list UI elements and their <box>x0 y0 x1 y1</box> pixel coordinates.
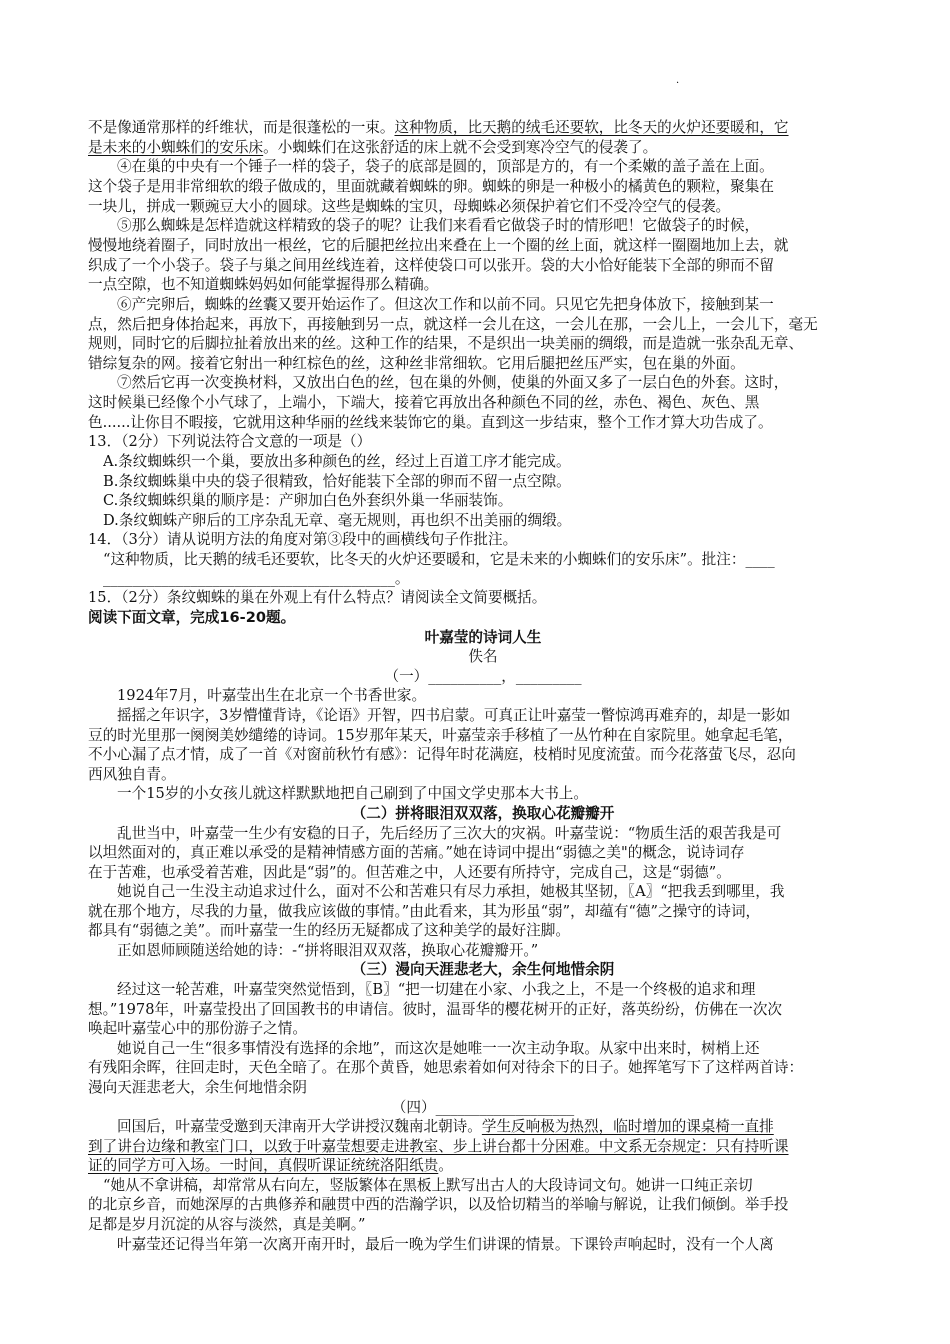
question-14-prompt: “这种物质，比天鹅的绒毛还要软，比冬天的火炉还要暖和，它是未来的小蜘蛛们的安乐床”。批注：____ <box>103 551 775 568</box>
text-line: 这个袋子是用非常细软的缎子做成的，里面就藏着蜘蛛的卵。蜘蛛的卵是一种极小的橘黄色的颗粒，聚集在 <box>88 178 774 195</box>
text-line: 一点空隙，也不知道蜘蛛妈妈如何能掌握得那么精确。 <box>88 276 439 293</box>
paragraph-6: ⑥产完卵后，蜘蛛的丝囊又要开始运作了。但这次工作和以前不同。只见它先把身体放下，接触到某一 <box>117 296 774 313</box>
text-line: 点，然后把身体抬起来，再放下，再接触到另一点，就这样一会儿在这，一会儿在那，一会儿上，一会儿下，毫无 <box>88 316 818 333</box>
question-15: 15．（2分）条纹蜘蛛的巢在外观上有什么特点？请阅读全文简要概括。 <box>88 589 547 606</box>
text-line: 有残阳余晖，往回走时，天色全暗了。在那个黄昏，她思索着如何对待余下的日子。她挥笔写下了这样两首诗： <box>88 1059 804 1076</box>
text-line: 的北京乡音，而她深厚的古典修养和融贯中西的浩瀚学识，以及恰切精当的举喻与解说，让我们倾倒。举手投 <box>88 1196 789 1213</box>
option-b: B.条纹蜘蛛巢中央的袋子很精致，恰好能装下全部的卵而不留一点空隙。 <box>103 473 571 490</box>
text-line: 1924年7月，叶嘉莹出生在北京一个书香世家。 <box>117 687 427 704</box>
text-line: 摇摇之年识字，3岁懵懂背诗，《论语》开智，四书启蒙。可真正让叶嘉莹一瞥惊鸿再难弃的，却是一影如 <box>117 707 791 724</box>
paragraph-5: ⑤那么蜘蛛是怎样造就这样精致的袋子的呢？让我们来看看它做袋子时的情形吧！它做袋子的时候， <box>117 217 760 234</box>
underlined-sentence: 证的同学方可入场。一时间，真假听课证统统洛阳纸贵 <box>88 1157 439 1174</box>
underlined-sentence: 到了讲台边缘和教室门口，以致于叶嘉莹想要走进教室、步上讲台都十分困难。中文系无奈规定：只有持听课 <box>88 1138 789 1155</box>
option-c: C.条纹蜘蛛织巢的顺序是：产卵加白色外套织外巢一华丽装饰。 <box>103 492 513 509</box>
text-line: 不小心漏了点才情，成了一首《对窗前秋竹有感》：记得年时花满庭，枝梢时见度流萤。而今花落萤飞尽，忍向 <box>88 746 796 763</box>
answer-blank: ________________________________________。 <box>103 570 410 587</box>
text-line: 织成了一个小袋子。袋子与巢之间用丝线连着，这样使袋口可以张开。袋的大小恰好能装下全部的卵而不留 <box>88 257 774 274</box>
text-line: 足都是岁月沉淀的从容与淡然，真是美啊。” <box>88 1216 366 1233</box>
text-line: 就在那个地方，尽我的力量，做我应该做的事情。”由此看来，其为形虽“弱”，却蕴有“德”之操守的诗词， <box>88 903 761 920</box>
text-line: 一块儿，拼成一颗豌豆大小的圆球。这些是蜘蛛的宝贝，母蜘蛛必须保护着它们不受冷空气的侵袭。 <box>88 198 731 215</box>
section-1-heading: （一）__________，_________ <box>384 668 582 685</box>
text-line: 回国后，叶嘉莹受邀到天津南开大学讲授汉魏南北朝诗。学生反响极为热烈，临时增加的课桌椅一直排 <box>117 1118 774 1135</box>
article-author: 佚名 <box>468 648 498 665</box>
text-line: 慢慢地绕着圈子，同时放出一根丝，它的后腿把丝拉出来叠在上一个圈的丝上面，就这样一圈圈地加上去，就 <box>88 237 789 254</box>
question-13: 13．（2分）下列说法符合文意的一项是（） <box>88 433 372 450</box>
text-line: 西风独自青。 <box>88 766 176 783</box>
underlined-sentence: 学生反响极为热烈，临时增加的课桌椅一直排 <box>481 1118 774 1135</box>
text-line: 她说自己一生没主动追求过什么，面对不公和苦难只有尽力承担，她极其坚韧，〖A〗“把我丢到哪里，我 <box>117 883 785 900</box>
option-a: A.条纹蜘蛛织一个巢，要放出多种颜色的丝，经过上百道工序才能完成。 <box>103 453 571 470</box>
text-line: 以坦然面对的，真正难以承受的是精神情感方面的苦痛。”她在诗词中提出“弱德之美"的概念，说诗词存 <box>88 844 745 861</box>
text-line: 错综复杂的网。接着它射出一种红棕色的丝，这种丝非常细软。它用后腿把丝压严实，包在巢的外面。 <box>88 355 745 372</box>
section-4-heading: （四）___________________ <box>391 1099 575 1116</box>
text-line: 在于苦难，也承受着苦难，因此是“弱”的。但苦难之中，人还要有所持守，完成自己，这是“弱德”。 <box>88 864 731 881</box>
text-line: 这时候巢已经像个小气球了，上端小，下端大，接着它再放出各种颜色不同的丝，赤色、褐色、灰色、黑 <box>88 394 760 411</box>
quote-line: “她从不拿讲稿，却常常从右向左，竖版繁体在黑板上默写出古人的大段诗词文句。她讲一口纯正亲切 <box>103 1177 753 1194</box>
underlined-sentence: 是未来的小蜘蛛们的安乐床 <box>88 139 264 156</box>
question-14: 14．（3分）请从说明方法的角度对第③段中的画横线句子作批注。 <box>88 531 518 548</box>
text-line: 想。”1978年，叶嘉莹投出了回国教书的申请信。彼时，温哥华的樱花树开的正好，落英纷纷，仿佛在一次次 <box>88 1001 783 1018</box>
section-3-heading: （三）漫向天涯悲老大，余生何地惜余阴 <box>351 961 615 978</box>
text-line: 是未来的小蜘蛛们的安乐床。小蜘蛛们在这张舒适的床上就不会受到寒冷空气的侵袭了。 <box>88 139 658 156</box>
underlined-sentence: 这种物质，比天鹅的绒毛还要软，比冬天的火炉还要暖和，它 <box>394 119 789 136</box>
paragraph-7: ⑦然后它再一次变换材料，又放出白色的丝，包在巢的外侧，使巢的外面又多了一层白色的外套。这时， <box>117 374 789 391</box>
text-line: 叶嘉莹还记得当年第一次离开南开时，最后一晚为学生们讲课的情景。下课铃声响起时，没有一个人离 <box>117 1236 774 1253</box>
text-line: 经过这一轮苦难，叶嘉莹突然觉悟到，〖B〗“把一切建在小家、小我之上，不是一个终极的追求和理 <box>117 981 756 998</box>
text-line: 证的同学方可入场。一时间，真假听课证统统洛阳纸贵。 <box>88 1157 453 1174</box>
text-line: 她说自己一生“很多事情没有选择的余地”，而这次是她唯一一次主动争取。从家中出来时，树梢上还 <box>117 1040 760 1057</box>
paragraph-4: ④在巢的中央有一个锤子一样的袋子，袋子的底部是圆的，顶部是方的，有一个柔嫩的盖子盖在上面。 <box>117 158 774 175</box>
text-line: 一个15岁的小女孩儿就这样默默地把自己刷到了中国文学史那本大书上。 <box>117 785 588 802</box>
text-line: 唤起叶嘉莹心中的那份游子之情。 <box>88 1020 307 1037</box>
text-line <box>88 1137 878 1157</box>
option-d: D.条纹蜘蛛产卵后的工序杂乱无章、毫无规则，再也织不出美丽的绸缎。 <box>103 512 572 529</box>
top-mark: · <box>676 78 680 89</box>
text-line: 漫向天涯悲老大，余生何地惜余阴 <box>88 1079 307 1096</box>
text-line: 正如恩师顾随送给她的诗：-“拼将眼泪双双落，换取心花瓣瓣开。” <box>117 942 539 959</box>
text-line: 豆的时光里那一阕阕美妙缱绻的诗词。15岁那年某天，叶嘉莹亲手移植了一丛竹种在自家院里。她拿起毛笔， <box>88 727 793 744</box>
reading-instruction: 阅读下面文章，完成16-20题。 <box>88 609 296 626</box>
text-line: 不是像通常那样的纤维状，而是很蓬松的一束。这种物质，比天鹅的绒毛还要软，比冬天的火炉还要暖和，它 <box>88 119 789 136</box>
article-title: 叶嘉莹的诗词人生 <box>424 629 542 646</box>
text-line: 规则，同时它的后脚拉扯着放出来的丝。这种工作的结果，不是织出一块美丽的绸缎，而是造就一张杂乱无章、 <box>88 335 804 352</box>
text-line: 色......让你目不暇接，它就用这种华丽的丝线来装饰它的巢。直到这一步结束，整个工作才算大功告成了。 <box>88 414 773 431</box>
text-line: 都具有“弱德之美”。而叶嘉莹一生的经历无疑都成了这种美学的最好注脚。 <box>88 922 570 939</box>
text-line: 乱世当中，叶嘉莹一生少有安稳的日子，先后经历了三次大的灾祸。叶嘉莹说：“物质生活的艰苦我是可 <box>117 825 782 842</box>
section-2-heading: （二）拼将眼泪双双落，换取心花瓣瓣开 <box>351 805 615 822</box>
